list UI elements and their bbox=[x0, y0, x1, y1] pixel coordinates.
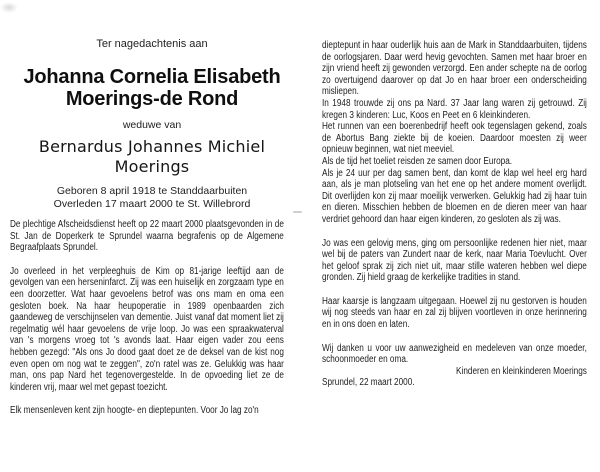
left-column-body bbox=[10, 219, 284, 417]
deceased-name-line2: Moerings-de Rond bbox=[65, 88, 239, 110]
right-paragraph-thanks: Wij danken u voor uw aanwezigheid en medeleven van onze moeder, schoonmoeder en oma. bbox=[322, 342, 587, 366]
life-dates bbox=[6, 185, 298, 211]
scan-dash-artifact bbox=[293, 211, 302, 213]
left-paragraph-life: Jo overleed in het verpleeghuis de Kim op 81-jarige leeftijd aan de gevolgen van een herseninfarct. Zij was een huiselijk en zorgzaam type en een doorzetter. Wat haar gevoelens betrof was ons mam en oma een gesloten boek. Na haar heupoperatie in 1989 openbaarden zich gaandeweg de verschijnselen van dementie. Juist vanaf dat moment liet zij regelmatig wél haar gevoelens de vrije loop. Jo was een spraakwaterval van 's morgens vroeg tot 's avonds laat. Haar eigen vader zou eens hebben gezegd: "Als ons Jo dood gaat doet ze de deksel van de kist nog even open om nog wat te zeggen", zo'n ratel was ze. Gelukkig was haar man, ons pap Nard het tegenovergestelde. In de opvoeding liet ze de kinderen vrij, maar wel met gepast toezicht. bbox=[10, 265, 284, 393]
right-paragraph-faith: Jo was een gelovig mens, ging om persoonlijke redenen hier niet, maar wel bij de paters van Zundert naar de kerk, naar Maria Toevlucht. Over het geloof sprak zij zich niet uit, maar stille wateren hebben wel diepe gronden. Zij hield graag de kerkelijke tradities in stand. bbox=[322, 237, 587, 284]
scan-smudge-artifact bbox=[0, 2, 18, 13]
deceased-name bbox=[6, 66, 298, 110]
spouse-name bbox=[6, 137, 298, 177]
spouse-name-line2: Moerings bbox=[114, 157, 190, 176]
birth-line: Geboren 8 april 1918 te Standdaarbuiten bbox=[56, 185, 248, 197]
signature-line: Kinderen en kleinkinderen Moerings bbox=[456, 365, 587, 377]
card-header bbox=[6, 38, 298, 211]
right-paragraph-candle: Haar kaarsje is langzaam uitgegaan. Hoewel zij nu gestorven is houden wij nog steeds van haar en zal zij blijven voortleven in onze herinnering en in ons doen en laten. bbox=[322, 295, 587, 331]
right-paragraph-travel: Als de tijd het toeliet reisden ze samen door Europa. bbox=[322, 155, 513, 167]
right-paragraph-marriage: In 1948 trouwde zij ons pa Nard. 37 Jaar lang waren zij getrouwd. Zij kregen 3 kinderen: Luc, Koos en Peet en 6 kleinkinderen. bbox=[322, 97, 587, 121]
relation-text: weduwe van bbox=[122, 119, 182, 131]
right-paragraph-loss: Als je 24 uur per dag samen bent, dan komt de klap wel heel erg hard aan, als je man plotseling van het ene op het andere moment overlijdt. Dit overlijden kon zij maar moeilijk verwerken. Gelukkig had zij haar tuin en dieren. Misschien hebben de bloemen en de dieren meer van haar verdriet gehoord dan haar eigen kinderen, zo gesloten als zij was. bbox=[322, 167, 587, 225]
spouse-name-line1: Bernardus Johannes Michiel bbox=[38, 137, 266, 156]
right-paragraph-farm: Het runnen van een boerenbedrijf heeft ook tegenslagen gekend, zoals de Abortus Bang ziekte bij de koeien. Daardoor moesten zij weer opnieuw beginnen, wat niet meeviel. bbox=[322, 121, 587, 156]
left-paragraph-transition: Elk mensenleven kent zijn hoogte- en dieptepunten. Voor Jo lag zo'n bbox=[10, 405, 259, 417]
deceased-name-line1: Johanna Cornelia Elisabeth bbox=[23, 66, 281, 88]
dedication-text: Ter nagedachtenis aan bbox=[96, 38, 208, 50]
date-place-line: Sprundel, 22 maart 2000. bbox=[322, 377, 415, 389]
right-column-body bbox=[322, 40, 587, 389]
right-paragraph-war: dieptepunt in haar ouderlijk huis aan de Mark in Standdaarbuiten, tijdens de oorlogsjaren. Daar werd hevig gevochten. Samen met haar broer en zijn vriend heeft zij gewonden verzorgd. Een ander schepte na de oorlog zo overtuigend daarover op dat Jo en haar broer een onderscheiding misliepen. bbox=[322, 40, 587, 98]
left-paragraph-service: De plechtige Afscheidsdienst heeft op 22 maart 2000 plaatsgevonden in de St. Jan de Doperkerk te Sprundel waarna begrafenis op de Algemene Begraafplaats Sprundel. bbox=[10, 219, 284, 254]
death-line: Overleden 17 maart 2000 te St. Willebrord bbox=[53, 198, 251, 210]
